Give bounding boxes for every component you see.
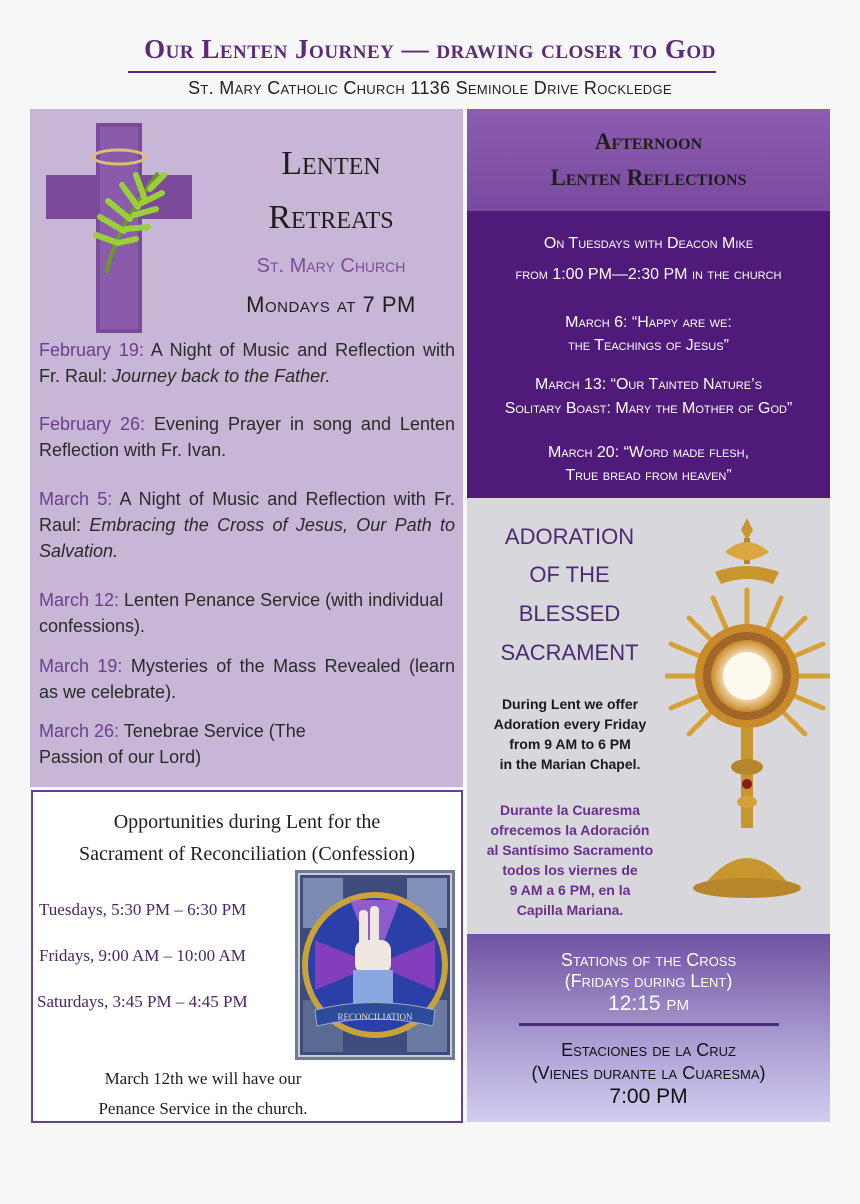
adoration-english-line: During Lent we offer <box>501 696 639 712</box>
reflection-line: March 13: “Our Tainted Nature’s <box>535 376 762 393</box>
event-text: Tenebrae Service (The Passion of our Lord) <box>39 721 306 767</box>
reflection-line: True bread from heaven” <box>565 467 732 484</box>
adoration-title-line: ADORATION <box>504 524 635 549</box>
event-title: Journey back to the Father. <box>112 366 331 386</box>
event-date: February 19: <box>39 340 144 360</box>
retreats-title-line1: Lenten <box>281 145 381 182</box>
page-title: Our Lenten Journey — drawing closer to God <box>144 34 716 64</box>
reconciliation-title-line1: Opportunities during Lent for the <box>113 811 381 833</box>
retreats-church: St. Mary Church <box>256 255 406 277</box>
reflection-line: March 20: “Word made flesh, <box>547 444 750 461</box>
event-text: Mysteries of the Mass Revealed (learn as we celebrate). <box>39 656 455 702</box>
event-title: Embracing the Cross of Jesus, Our Path to Salvation. <box>39 515 455 561</box>
retreat-event <box>39 411 455 463</box>
stations-line2: (Fridays during Lent) <box>564 971 733 991</box>
stations-time-spanish: 7:00 PM <box>609 1085 688 1108</box>
retreat-event <box>39 587 455 639</box>
penance-note <box>33 1064 373 1124</box>
retreat-event <box>39 486 455 564</box>
stations-line3: Estaciones de la Cruz <box>561 1040 736 1060</box>
penance-note-line1: March 12th we will have our <box>104 1069 302 1088</box>
reflection-line: the Teachings of Jesus” <box>568 337 729 354</box>
church-address: St. Mary Catholic Church 1136 Seminole Drive Rockledge <box>188 78 672 98</box>
afternoon-reflections-body <box>467 211 830 498</box>
adoration-english-line: Adoration every Friday <box>493 716 647 732</box>
adoration-english <box>471 694 669 774</box>
title-divider <box>128 71 716 73</box>
adoration-title-line: BLESSED <box>518 601 621 626</box>
retreats-title-line2: Retreats <box>268 199 394 236</box>
reflection-line: from 1:00 PM—2:30 PM in the church <box>515 266 782 283</box>
reflection-line: Solitary Boast: Mary the Mother of God” <box>504 400 793 417</box>
stations-time-english: 12:15 pm <box>608 992 689 1015</box>
event-text: Evening Prayer in song and Lenten Reflection with Fr. Ivan. <box>39 414 455 460</box>
reflection-line: On Tuesdays with Deacon Mike <box>543 235 754 252</box>
adoration-spanish-line: todos los viernes de <box>502 862 638 878</box>
adoration-spanish-line: Capilla Mariana. <box>516 902 624 918</box>
stained-glass-image <box>295 870 455 1060</box>
reconciliation-title-line2: Sacrament of Reconciliation (Confession) <box>78 843 415 865</box>
stations-line4: (Vienes durante la Cuaresma) <box>531 1063 766 1083</box>
event-date: March 12: <box>39 590 120 610</box>
lenten-retreats-panel <box>30 109 463 787</box>
retreats-time: Mondays at 7 PM <box>246 292 416 317</box>
adoration-english-line: from 9 AM to 6 PM <box>509 736 631 752</box>
adoration-title-line: OF THE <box>529 562 610 587</box>
event-date: March 19: <box>39 656 123 676</box>
confession-time: Tuesdays, 5:30 PM – 6:30 PM <box>39 900 247 919</box>
adoration-spanish-line: Durante la Cuaresma <box>499 802 641 818</box>
afternoon-heading-line2: Lenten Reflections <box>550 165 747 190</box>
stations-divider <box>519 1023 779 1026</box>
retreat-event <box>39 653 455 705</box>
stations-of-the-cross-panel <box>467 934 830 1122</box>
cross-with-palm-icon <box>46 123 192 333</box>
adoration-spanish-line: ofrecemos la Adoración <box>490 822 650 838</box>
event-date: March 26: <box>39 721 120 741</box>
adoration-title-line: SACRAMENT <box>500 640 639 665</box>
reflection-line: March 6: “Happy are we: <box>565 314 732 331</box>
monstrance-icon <box>665 512 830 912</box>
reconciliation-box <box>31 790 463 1123</box>
afternoon-reflections-header <box>467 109 830 211</box>
afternoon-heading-line1: Afternoon <box>594 129 703 154</box>
event-text: Lenten Penance Service (with individual confessions). <box>39 590 444 636</box>
retreat-event <box>39 337 455 389</box>
retreat-event <box>39 718 329 770</box>
adoration-panel <box>467 498 830 934</box>
confession-time: Saturdays, 3:45 PM – 4:45 PM <box>37 992 248 1011</box>
penance-note-line2: Penance Service in the church. <box>98 1099 308 1118</box>
event-text: A Night of Music and Reflection with Fr. Raul: <box>39 340 455 386</box>
adoration-spanish-line: 9 AM a 6 PM, en la <box>509 882 631 898</box>
adoration-english-line: in the Marian Chapel. <box>499 756 641 772</box>
stations-line1: Stations of the Cross <box>560 950 737 970</box>
reconciliation-title <box>33 806 461 870</box>
event-text: A Night of Music and Reflection with Fr. Raul: <box>39 489 455 535</box>
event-date: February 26: <box>39 414 146 434</box>
stained-glass-banner: RECONCILIATION <box>337 1012 413 1022</box>
confession-time: Fridays, 9:00 AM – 10:00 AM <box>39 946 246 965</box>
adoration-spanish <box>471 800 669 920</box>
event-date: March 5: <box>39 489 113 509</box>
adoration-spanish-line: al Santísimo Sacramento <box>486 842 654 858</box>
